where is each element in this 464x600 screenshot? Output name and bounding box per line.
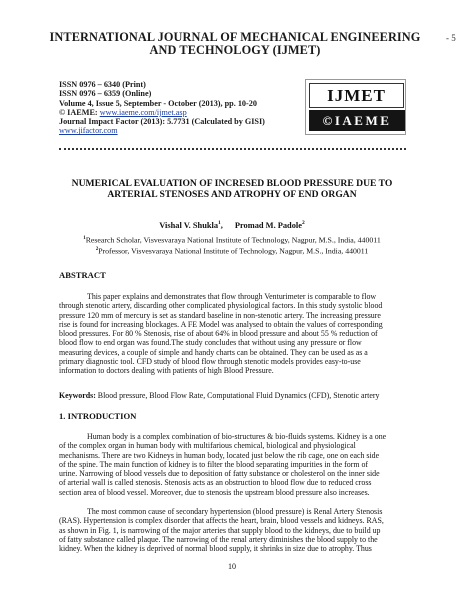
iaeme-link[interactable]: www.iaeme.com/ijmet.asp	[99, 107, 187, 117]
paper-title	[52, 178, 412, 200]
paper-title-line: NUMERICAL EVALUATION OF INCRESED BLOOD PRESSURE DUE TO	[71, 178, 393, 189]
journal-meta	[59, 80, 309, 136]
issn-print: ISSN 0976 – 6340 (Print)	[59, 80, 146, 89]
journal-title-line: INTERNATIONAL JOURNAL OF MECHANICAL ENGINEERING	[49, 30, 421, 44]
text-line: section area of blood vessel. Moreover, due to stenosis the upstream blood pressure also increases.	[59, 487, 370, 497]
text-line: of the complex organ in human body with multifarious chemical, biological and physiological	[59, 441, 356, 451]
dotted-divider	[59, 148, 406, 150]
affiliation	[52, 245, 412, 256]
iaeme-line	[59, 108, 309, 117]
text-line: Human body is a complex combination of bio-structures & bio-fluids systems. Kidney is a one	[87, 432, 387, 441]
introduction-heading: 1. INTRODUCTION	[59, 411, 137, 421]
affiliations	[52, 234, 412, 256]
issn-online: ISSN 0976 – 6359 (Online)	[59, 89, 152, 99]
abstract-heading: ABSTRACT	[59, 270, 106, 280]
paper-title-line: ARTERIAL STENOSES AND ATROPHY OF END ORGAN	[107, 189, 357, 200]
text-line: blood pressures. For 80 % Stenosis, rise of about 64% in blood pressure and about 55 % reduction of	[59, 329, 378, 338]
text-line: primary diagnostic tool. CFD study of blood flow through stenotic models provides easy-to-use	[59, 356, 361, 366]
journal-title	[40, 31, 430, 57]
impact-factor: Journal Impact Factor (2013): 5.7731 (Calculated by GISI)	[59, 117, 265, 127]
text-line: of fatty substance called plaque. The narrowing of the renal artery diminishes the blood supply to the	[59, 534, 378, 544]
text-line: of the spine. The main function of kidney is to filter the blood separating impurities in the form of	[59, 459, 369, 469]
author-list: Vishal V. Shukla$^1$, Promad M. Padole$^2$	[159, 220, 305, 230]
volume-info: Volume 4, Issue 5, September - October (2013), pp. 10-20	[59, 98, 257, 108]
affiliation-text: Professor, Visvesvaraya National Institute of Technology, Nagpur, M.S., India, 440011	[98, 246, 369, 256]
author-name: Vishal V. Shukla	[159, 220, 219, 230]
author-affil-marker: 1	[218, 220, 221, 226]
text-line: information to doctors dealing with patients of high Blood Pressure.	[59, 366, 274, 375]
keywords-text: Blood pressure, Blood Flow Rate, Computational Fluid Dynamics (CFD), Stenotic artery	[95, 391, 380, 400]
text-line: urine. Narrowing of blood vessels due to deposition of fatty substance or cholesterol on the inner side	[59, 469, 380, 478]
logo-bottom-text: ©IAEME	[309, 110, 405, 131]
logo-top-text: IJMET	[309, 83, 404, 108]
introduction-paragraph	[59, 432, 405, 497]
text-line: kidney. When the kidney is deprived of normal blood supply, it shrinks in size due to atrophy. Thus	[59, 544, 372, 553]
text-line: The most common cause of secondary hypertension (blood pressure) is Renal Artery Stenosis	[87, 507, 383, 516]
affiliation-text: Research Scholar, Visvesvaraya National Institute of Technology, Nagpur, M.S., India, 440011	[85, 235, 381, 245]
text-line: through stenotic artery, discarding other complicated physiological factors. In this study systolic blood	[59, 301, 383, 311]
text-line: pressure 120 mm of mercury is set as standard baseline in non-stenotic artery. The increasing pressure	[59, 310, 381, 320]
text-line: as shown in Fig. 1, is narrowing of the major arteries that supply blood to the kidneys, due to build up	[59, 525, 381, 535]
abstract-body	[59, 292, 405, 375]
corner-mark: - 5	[446, 33, 456, 43]
jifactor-link[interactable]: www.jifactor.com	[59, 126, 118, 136]
text-line: measuring devices, a couple of simple and handy charts can be obtained. They can be used as as a	[59, 347, 368, 357]
author-affil-marker: 2	[301, 220, 305, 226]
iaeme-label: © IAEME:	[59, 107, 100, 117]
affil-marker: 2	[95, 247, 99, 252]
text-line: of arterial wall is called stenosis. Stenosis acts as an obstruction to blood flow due to reduced cross	[59, 478, 372, 488]
text-line: This paper explains and demonstrates that flow through Venturimeter is comparable to flow	[87, 292, 377, 301]
keywords	[59, 391, 405, 400]
affil-marker: 1	[83, 236, 86, 241]
text-line: rise is found for increasing blockages. A FE Model was analysed to obtain the values of corresponding	[59, 319, 383, 329]
text-line: (RAS). Hypertension is complex disorder that affects the heart, brain, blood vessels and kidneys. RAS,	[59, 516, 384, 526]
author-name: Promad M. Padole	[234, 220, 302, 230]
page-number: 10	[228, 562, 236, 571]
keywords-label: Keywords:	[59, 391, 96, 400]
introduction-paragraph	[59, 507, 405, 553]
text-line: mechanisms. There are two Kidneys in human body, located just below the rib cage, one on each side	[59, 450, 380, 460]
affiliation	[52, 234, 412, 245]
text-line: blood flow to end organ was found.The study concludes that without using any pressure or flow	[59, 338, 362, 348]
ijmet-logo	[305, 79, 406, 135]
journal-title-line: AND TECHNOLOGY (IJMET)	[149, 43, 321, 57]
